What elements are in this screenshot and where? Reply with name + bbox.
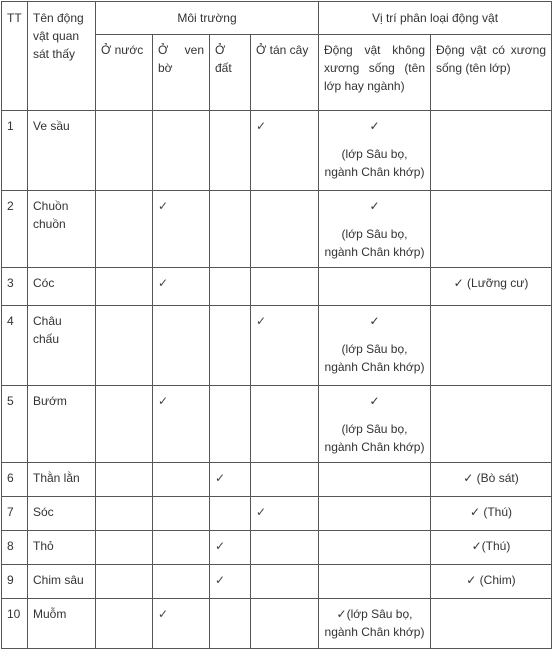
row-ground-mark: ✓ — [210, 531, 251, 565]
row-water-mark — [96, 386, 153, 463]
animal-classification-table — [1, 1, 552, 649]
row-tt: 8 — [2, 531, 28, 565]
row-ground-mark — [210, 386, 251, 463]
row-water-mark — [96, 463, 153, 497]
table-row — [2, 306, 552, 386]
row-canopy-mark — [251, 386, 319, 463]
row-tt: 7 — [2, 497, 28, 531]
row-canopy-mark — [251, 565, 319, 599]
row-tt: 9 — [2, 565, 28, 599]
row-canopy-mark: ✓ — [251, 111, 319, 191]
row-shore-mark: ✓ — [153, 268, 210, 306]
invertebrate-note: (lớp Sâu bọ, ngành Chân khớp) — [324, 147, 425, 179]
row-vertebrate — [431, 191, 552, 268]
row-tt: 4 — [2, 306, 28, 386]
header-environment: Môi trường — [96, 2, 319, 35]
row-shore-mark: ✓ — [153, 386, 210, 463]
invertebrate-mark: ✓ — [369, 199, 380, 213]
row-tt: 1 — [2, 111, 28, 191]
row-canopy-mark: ✓ — [251, 497, 319, 531]
row-canopy-mark — [251, 268, 319, 306]
row-water-mark — [96, 191, 153, 268]
table-row — [2, 531, 552, 565]
table-row — [2, 599, 552, 649]
row-tt: 10 — [2, 599, 28, 649]
row-ground-mark — [210, 599, 251, 649]
row-invertebrate — [319, 191, 431, 268]
row-vertebrate: ✓ (Chim) — [431, 565, 552, 599]
row-canopy-mark — [251, 599, 319, 649]
header-classification: Vị trí phân loại động vật — [319, 2, 552, 35]
row-vertebrate — [431, 599, 552, 649]
invertebrate-note: (lớp Sâu bọ, ngành Chân khớp) — [324, 422, 425, 454]
row-invertebrate — [319, 306, 431, 386]
row-shore-mark — [153, 111, 210, 191]
header-ground: Ở đất — [210, 35, 251, 111]
row-vertebrate: ✓(Thú) — [431, 531, 552, 565]
header-tt: TT — [2, 2, 28, 111]
row-animal-name: Thỏ — [28, 531, 96, 565]
table-row — [2, 191, 552, 268]
row-water-mark — [96, 497, 153, 531]
row-invertebrate — [319, 531, 431, 565]
row-tt: 6 — [2, 463, 28, 497]
row-animal-name: Muỗm — [28, 599, 96, 649]
table-row — [2, 111, 552, 191]
row-invertebrate — [319, 111, 431, 191]
row-ground-mark — [210, 268, 251, 306]
row-vertebrate — [431, 111, 552, 191]
row-vertebrate — [431, 306, 552, 386]
row-invertebrate — [319, 599, 431, 649]
header-shore: Ở ven bờ — [153, 35, 210, 111]
table-row — [2, 497, 552, 531]
row-ground-mark — [210, 306, 251, 386]
row-ground-mark: ✓ — [210, 565, 251, 599]
table-row — [2, 565, 552, 599]
invertebrate-mark: ✓ — [369, 314, 380, 328]
row-shore-mark — [153, 306, 210, 386]
row-canopy-mark — [251, 463, 319, 497]
row-invertebrate — [319, 463, 431, 497]
row-tt: 5 — [2, 386, 28, 463]
row-water-mark — [96, 565, 153, 599]
row-invertebrate — [319, 565, 431, 599]
row-animal-name: Bướm — [28, 386, 96, 463]
table-row — [2, 463, 552, 497]
row-vertebrate: ✓ (Thú) — [431, 497, 552, 531]
row-shore-mark — [153, 463, 210, 497]
header-animal-name: Tên động vật quan sát thấy — [28, 2, 96, 111]
invertebrate-note: (lớp Sâu bọ, ngành Chân khớp) — [324, 342, 425, 374]
row-ground-mark — [210, 111, 251, 191]
invertebrate-mark: ✓(lớp Sâu bọ, ngành Chân khớp) — [324, 607, 425, 639]
row-canopy-mark: ✓ — [251, 306, 319, 386]
table-row — [2, 386, 552, 463]
row-invertebrate — [319, 497, 431, 531]
header-canopy: Ở tán cây — [251, 35, 319, 111]
row-shore-mark: ✓ — [153, 191, 210, 268]
row-vertebrate — [431, 386, 552, 463]
row-tt: 3 — [2, 268, 28, 306]
invertebrate-mark: ✓ — [369, 394, 380, 408]
row-canopy-mark — [251, 191, 319, 268]
invertebrate-note: (lớp Sâu bọ, ngành Chân khớp) — [324, 227, 425, 259]
row-shore-mark — [153, 565, 210, 599]
row-animal-name: Cóc — [28, 268, 96, 306]
row-ground-mark — [210, 497, 251, 531]
row-animal-name: Sóc — [28, 497, 96, 531]
row-invertebrate — [319, 268, 431, 306]
row-vertebrate: ✓ (Bò sát) — [431, 463, 552, 497]
header-vertebrate: Động vật có xương sống (tên lớp) — [431, 35, 552, 111]
row-animal-name: Chim sâu — [28, 565, 96, 599]
header-water: Ở nước — [96, 35, 153, 111]
row-water-mark — [96, 599, 153, 649]
row-water-mark — [96, 306, 153, 386]
row-shore-mark — [153, 497, 210, 531]
row-water-mark — [96, 268, 153, 306]
row-invertebrate — [319, 386, 431, 463]
row-shore-mark — [153, 531, 210, 565]
row-ground-mark: ✓ — [210, 463, 251, 497]
header-invertebrate: Động vật không xương sống (tên lớp hay ngành) — [319, 35, 431, 111]
row-animal-name: Ve sầu — [28, 111, 96, 191]
row-water-mark — [96, 111, 153, 191]
row-animal-name: Thằn lằn — [28, 463, 96, 497]
row-water-mark — [96, 531, 153, 565]
row-animal-name: Châu chấu — [28, 306, 96, 386]
row-tt: 2 — [2, 191, 28, 268]
invertebrate-mark: ✓ — [369, 119, 380, 133]
row-shore-mark: ✓ — [153, 599, 210, 649]
row-animal-name: Chuồn chuồn — [28, 191, 96, 268]
row-vertebrate: ✓ (Lưỡng cư) — [431, 268, 552, 306]
row-ground-mark — [210, 191, 251, 268]
row-canopy-mark — [251, 531, 319, 565]
table-row — [2, 268, 552, 306]
